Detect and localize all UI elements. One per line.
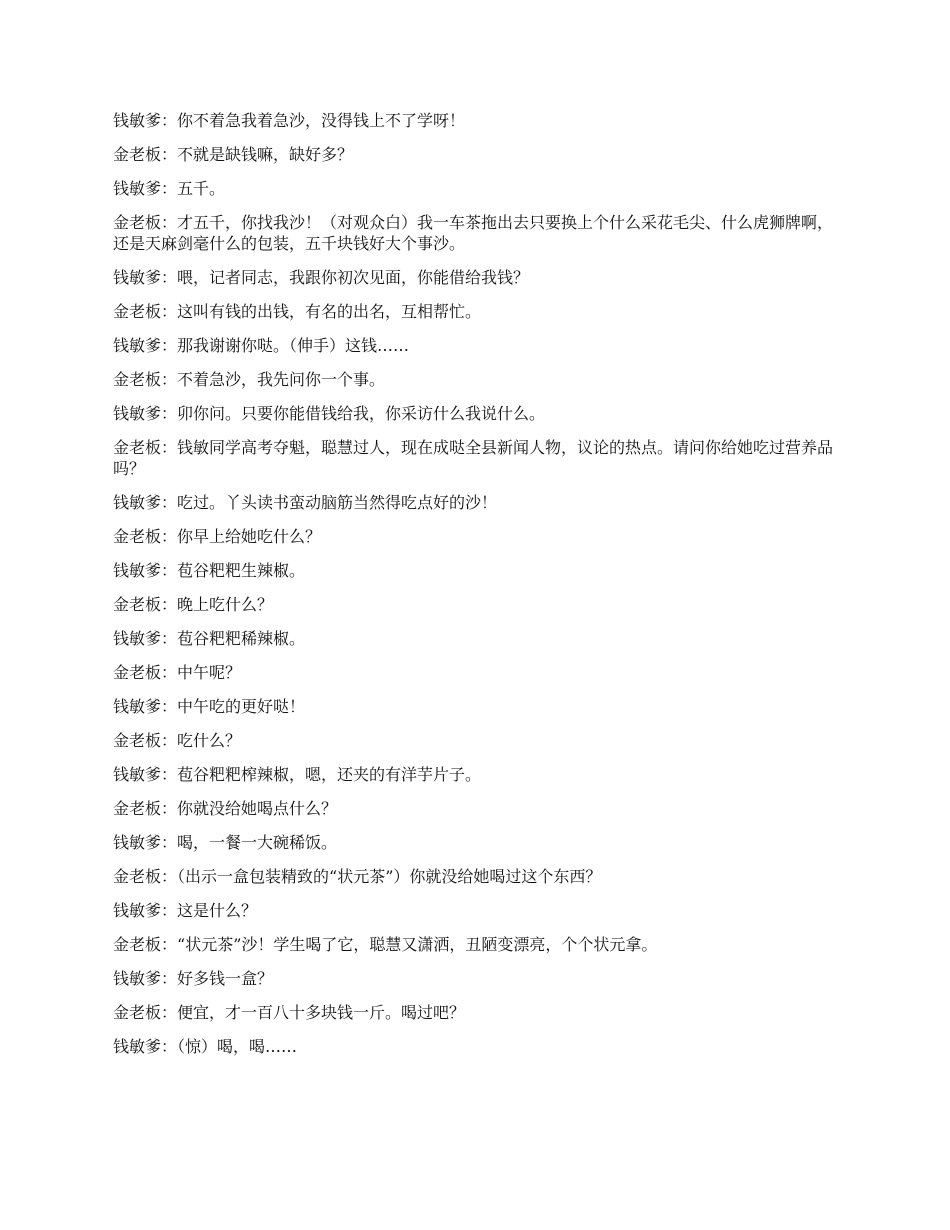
dialogue-line [113, 267, 840, 288]
line-text: 苞谷粑粑稀辣椒。 [177, 629, 306, 648]
line-text: 好多钱一盒？ [177, 969, 274, 988]
line-text: 喝，一餐一大碗稀饭。 [177, 833, 338, 852]
speaker-separator: ： [161, 336, 178, 355]
dialogue-line [113, 212, 840, 254]
dialogue-line [113, 301, 840, 322]
speaker-separator: ： [161, 213, 178, 232]
speaker-separator: ： [161, 179, 178, 198]
speaker-separator: ： [161, 595, 178, 614]
speaker-separator: ： [161, 799, 178, 818]
line-text: 五千。 [177, 179, 226, 198]
speaker-name: 金老板 [113, 867, 162, 886]
dialogue-line [113, 900, 840, 921]
line-text: 苞谷粑粑榨辣椒，嗯，还夹的有洋芋片子。 [177, 765, 482, 784]
speaker-separator: ： [161, 111, 178, 130]
speaker-name: 钱敏爹 [113, 179, 162, 198]
speaker-name: 钱敏爹 [113, 1037, 162, 1056]
line-text: 你不着急我着急沙，没得钱上不了学呀！ [177, 111, 466, 130]
dialogue-line [113, 1036, 840, 1057]
speaker-separator: ： [161, 697, 178, 716]
speaker-separator: ： [161, 1003, 178, 1022]
dialogue-line [113, 832, 840, 853]
line-text: 钱敏同学高考夺魁，聪慧过人，现在成哒全县新闻人物，议论的热点。请问你给她吃过营养品吗？ [113, 438, 834, 478]
dialogue-line [113, 403, 840, 424]
line-text: 卯你问。只要你能借钱给我，你采访什么我说什么。 [177, 404, 546, 423]
speaker-separator: ： [161, 901, 178, 920]
line-text: 才五千，你找我沙！（对观众白）我一车茶拖出去只要换上个什么采花毛尖、什么虎狮牌啊，还是天麻剑毫什么的包装，五千块钱好大个事沙。 [113, 213, 834, 253]
dialogue-line [113, 934, 840, 955]
dialogue-line [113, 628, 840, 649]
dialogue-line [113, 178, 840, 199]
dialogue-line [113, 1002, 840, 1023]
speaker-name: 钱敏爹 [113, 268, 162, 287]
speaker-name: 钱敏爹 [113, 833, 162, 852]
dialogue-line [113, 110, 840, 131]
speaker-name: 金老板 [113, 145, 162, 164]
line-text: 中午呢？ [177, 663, 242, 682]
dialogue-line [113, 335, 840, 356]
speaker-name: 金老板 [113, 935, 162, 954]
speaker-separator: ： [161, 1037, 178, 1056]
dialogue-line [113, 144, 840, 165]
speaker-name: 金老板 [113, 527, 162, 546]
line-text: 那我谢谢你哒。（伸手）这钱…… [177, 336, 410, 355]
dialogue-line [113, 798, 840, 819]
speaker-separator: ： [161, 404, 178, 423]
speaker-name: 金老板 [113, 731, 162, 750]
speaker-separator: ： [161, 969, 178, 988]
line-text: 晚上吃什么？ [177, 595, 274, 614]
speaker-separator: ： [161, 370, 178, 389]
speaker-separator: ： [161, 765, 178, 784]
line-text: 中午吃的更好哒！ [177, 697, 306, 716]
speaker-name: 金老板 [113, 595, 162, 614]
speaker-name: 钱敏爹 [113, 561, 162, 580]
speaker-name: 金老板 [113, 1003, 162, 1022]
speaker-name: 金老板 [113, 438, 162, 457]
line-text: 这叫有钱的出钱，有名的出名，互相帮忙。 [177, 302, 482, 321]
speaker-name: 金老板 [113, 302, 162, 321]
speaker-name: 钱敏爹 [113, 969, 162, 988]
dialogue-line [113, 526, 840, 547]
line-text: 不就是缺钱嘛，缺好多？ [177, 145, 354, 164]
speaker-name: 金老板 [113, 370, 162, 389]
speaker-name: 钱敏爹 [113, 336, 162, 355]
speaker-separator: ： [161, 867, 178, 886]
line-text: “状元茶”沙！学生喝了它，聪慧又潇洒，丑陋变漂亮，个个状元拿。 [177, 935, 658, 954]
line-text: 你早上给她吃什么？ [177, 527, 322, 546]
dialogue-line [113, 560, 840, 581]
speaker-separator: ： [161, 663, 178, 682]
speaker-separator: ： [161, 527, 178, 546]
line-text: （惊）喝，喝…… [177, 1037, 298, 1056]
dialogue-body [113, 110, 840, 1070]
speaker-name: 金老板 [113, 663, 162, 682]
dialogue-line [113, 369, 840, 390]
speaker-separator: ： [161, 438, 178, 457]
speaker-name: 钱敏爹 [113, 697, 162, 716]
speaker-separator: ： [161, 935, 178, 954]
dialogue-line [113, 764, 840, 785]
line-text: 苞谷粑粑生辣椒。 [177, 561, 306, 580]
speaker-name: 金老板 [113, 213, 162, 232]
line-text: 吃什么？ [177, 731, 242, 750]
line-text: 吃过。丫头读书蛮动脑筋当然得吃点好的沙！ [177, 493, 498, 512]
speaker-separator: ： [161, 731, 178, 750]
dialogue-line [113, 492, 840, 513]
line-text: （出示一盒包装精致的“状元茶”）你就没给她喝过这个东西？ [177, 867, 602, 886]
speaker-name: 金老板 [113, 799, 162, 818]
speaker-separator: ： [161, 493, 178, 512]
speaker-separator: ： [161, 561, 178, 580]
dialogue-line [113, 730, 840, 751]
speaker-name: 钱敏爹 [113, 404, 162, 423]
speaker-separator: ： [161, 302, 178, 321]
speaker-name: 钱敏爹 [113, 493, 162, 512]
line-text: 你就没给她喝点什么？ [177, 799, 338, 818]
line-text: 不着急沙，我先问你一个事。 [177, 370, 386, 389]
speaker-name: 钱敏爹 [113, 111, 162, 130]
speaker-name: 钱敏爹 [113, 629, 162, 648]
line-text: 喂，记者同志，我跟你初次见面，你能借给我钱？ [177, 268, 530, 287]
dialogue-line [113, 696, 840, 717]
line-text: 便宜，才一百八十多块钱一斤。喝过吧？ [177, 1003, 466, 1022]
line-text: 这是什么？ [177, 901, 258, 920]
dialogue-line [113, 594, 840, 615]
dialogue-line [113, 968, 840, 989]
speaker-separator: ： [161, 145, 178, 164]
speaker-separator: ： [161, 268, 178, 287]
dialogue-line [113, 662, 840, 683]
speaker-name: 钱敏爹 [113, 765, 162, 784]
speaker-separator: ： [161, 833, 178, 852]
dialogue-line [113, 866, 840, 887]
speaker-name: 钱敏爹 [113, 901, 162, 920]
dialogue-line [113, 437, 840, 479]
speaker-separator: ： [161, 629, 178, 648]
